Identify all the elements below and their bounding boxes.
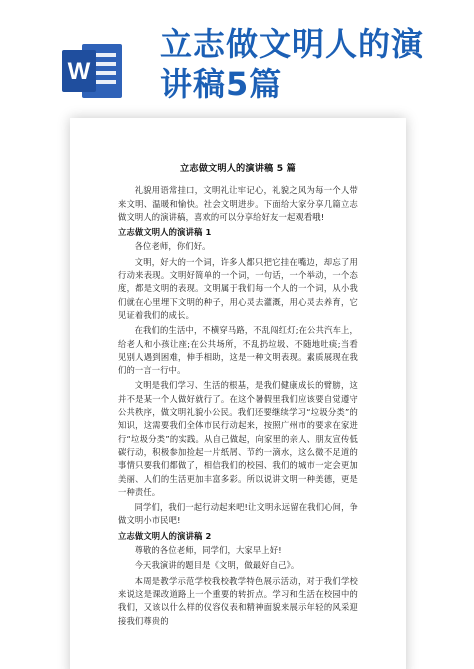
document-title-line-2: 讲稿5篇 [160, 65, 283, 103]
section2-paragraph: 今天我演讲的题目是《文明，做最好自己》。 [134, 560, 300, 571]
document-page-preview [70, 118, 406, 669]
section-heading-2: 立志做文明人的演讲稿 2 [118, 530, 212, 541]
document-heading: 立志做文明人的演讲稿 5 篇 [180, 163, 296, 174]
section2-paragraph: 尊敬的各位老师，同学们，大家早上好! [134, 545, 282, 556]
document-title [160, 24, 460, 104]
word-document-icon [62, 40, 124, 102]
document-body [118, 162, 358, 630]
section-heading-1: 立志做文明人的演讲稿 1 [118, 227, 212, 238]
section1-paragraph: 文明是我们学习、生活的根基，是我们健康成长的臂膀，这并不是某一个人做好就行了。在这个暑假里我们应该要自觉遵守公共秩序，做文明礼貌小公民。我们还要继续学习“垃圾分类”的知识，这需要我们全体市民行动起来，按照广州市的要求在家进行“垃圾分类”的实践。从自己做起，向家里的亲人、朋友宣传低碳行动，积极参加捡起一片纸屑、节约一滴水，这么微不足道的事情只要我们都做了，相信我们的校园、我们的城市一定会更加美丽、人们的生活更加丰富多彩。所以说讲文明一种美德，更是一种责任。 [118, 380, 358, 497]
intro-paragraph: 礼貌用语常挂口，文明礼让牢记心，礼貌之风为每一个人带来文明、温暖和愉快。社会文明进步。下面给大家分享几篇立志做文明人的演讲稿，喜欢的可以分享给好友一起观看哦! [118, 185, 358, 222]
header-banner [0, 0, 474, 118]
section1-paragraph: 文明，好大的一个词，许多人都只把它挂在嘴边，却忘了用行动来表现。文明好简单的一个词，一句话，一个举动，一个态度，都是文明的表现。文明属于我们每一个人的一个词，从小我们就在心里埋下文明的种子，用心灵去灌溉，用心灵去养育，它见证着我们的成长。 [118, 256, 358, 320]
logo-letter: W [67, 58, 91, 85]
section1-paragraph: 同学们，我们一起行动起来吧!让文明永远留在我们心间，争做文明小市民吧! [118, 502, 358, 526]
section2-paragraph: 本周是教学示范学校我校教学特色展示活动，对于我们学校来说这是课改道路上一个重要的转折点。学习和生活在校园中的我们，又该以什么样的仪容仪表和精神面貌来展示年轻的风采迎接我们尊贵的 [118, 575, 358, 626]
document-title-line-1: 立志做文明人的演 [160, 25, 425, 63]
section1-paragraph: 在我们的生活中，不横穿马路，不乱闯红灯;在公共汽车上，给老人和小孩让座;在公共场所，不乱扔垃圾、不随地吐痰;当看见别人遇到困难，伸手相助，这是一种文明表现。素质展现在我们的一言一行中。 [118, 325, 358, 376]
section1-paragraph: 各位老师，你们好。 [134, 241, 211, 252]
